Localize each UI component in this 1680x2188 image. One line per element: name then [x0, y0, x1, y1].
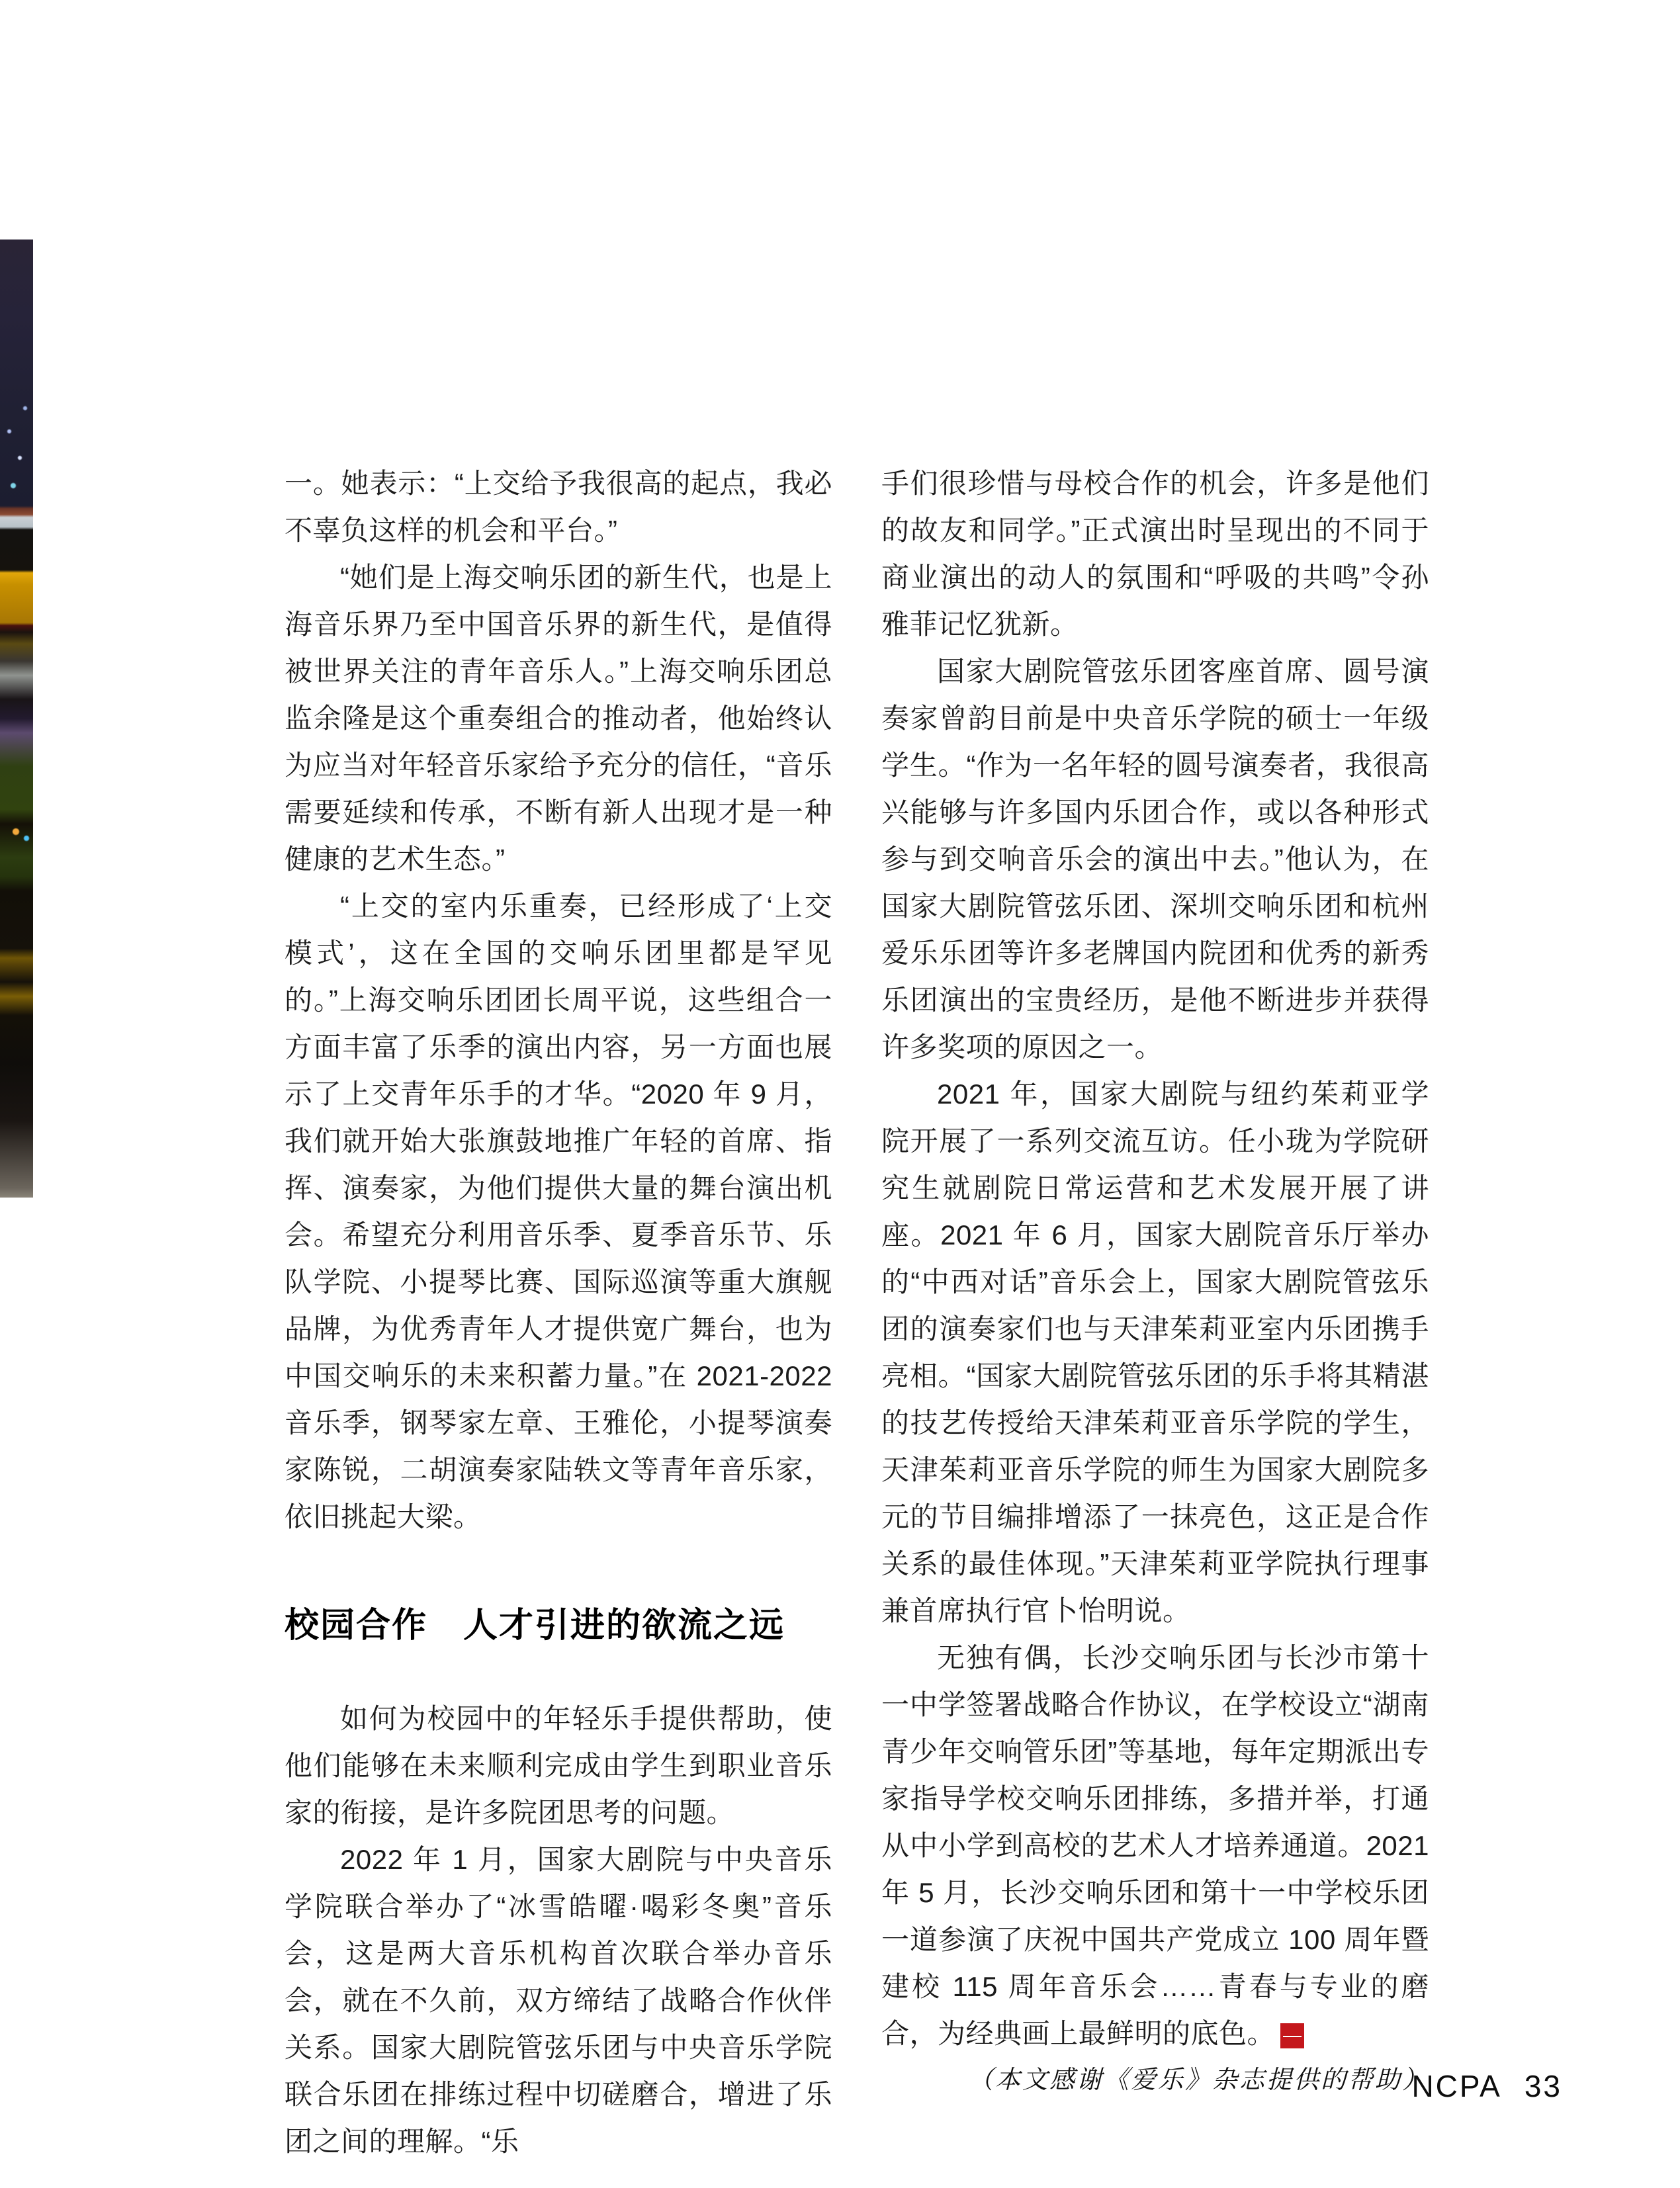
paragraph-text: 无独有偶，长沙交响乐团与长沙市第十一中学签署战略合作协议，在学校设立“湖南青少年交响管乐团”等基地，每年定期派出专家指导学校交响乐团排练，多措并举，打通从中小学到高校的艺术人才培养通道。2021 年 5 月，长沙交响乐团和第十一中学校乐团一道参演了庆祝中国共产党成立 100 周年暨建校 115 周年音乐会……青春与专业的磨合，为经典画上最鲜明的底色。 [881, 1642, 1429, 2049]
city-night-photo-strip [0, 240, 33, 1198]
paragraph-continuation: 手们很珍惜与母校合作的机会，许多是他们的故友和同学。”正式演出时呈现出的不同于商业演出的动人的氛围和“呼吸的共鸣”令孙雅菲记忆犹新。 [881, 468, 1429, 640]
left-column [285, 460, 832, 2165]
credit-line: （本文感谢《爱乐》杂志提供的帮助） [967, 2066, 1429, 2094]
right-column [881, 460, 1429, 2104]
paragraph: 国家大剧院管弦乐团客座首席、圆号演奏家曾韵目前是中央音乐学院的硕士一年级学生。“作为一名年轻的圆号演奏者，我很高兴能够与许多国内乐团合作，或以各种形式参与到交响音乐会的演出中去。”他认为，在国家大剧院管弦乐团、深圳交响乐团和杭州爱乐乐团等许多老牌国内院团和优秀的新秀乐团演出的宝贵经历，是他不断进步并获得许多奖项的原因之一。 [881, 656, 1429, 1063]
seal-text-top: NC [1283, 2025, 1302, 2037]
paragraph: 如何为校园中的年轻乐手提供帮助，使他们能够在未来顺利完成由学生到职业音乐家的衔接，是许多院团思考的问题。 [285, 1703, 832, 1828]
paragraph: 2022 年 1 月，国家大剧院与中央音乐学院联合举办了“冰雪皓曜·喝彩冬奥”音乐会，这是两大音乐机构首次联合举办音乐会，就在不久前，双方缔结了战略合作伙伴关系。国家大剧院管弦乐团与中央音乐学院联合乐团在排练过程中切磋磨合，增进了乐团之间的理解。“乐 [285, 1844, 832, 2157]
page-footer [1411, 2068, 1562, 2104]
paragraph-continuation: 一。她表示：“上交给予我很高的起点，我必不辜负这样的机会和平台。” [285, 468, 832, 546]
paragraph: “上交的室内乐重奏，已经形成了‘上交模式’，这在全国的交响乐团里都是罕见的。”上海交响乐团团长周平说，这些组合一方面丰富了乐季的演出内容，另一方面也展示了上交青年乐手的才华。“2020 年 9 月，我们就开始大张旗鼓地推广年轻的首席、指挥、演奏家，为他们提供大量的舞台演出机会。希望充分利用音乐季、夏季音乐节、乐队学院、小提琴比赛、国际巡演等重大旗舰品牌，为优秀青年人才提供宽广舞台，也为中国交响乐的未来积蓄力量。”在 2021-2022 音乐季，钢琴家左章、王雅伦，小提琴演奏家陈锐，二胡演奏家陆轶文等青年音乐家，依旧挑起大梁。 [285, 891, 832, 1532]
paragraph: “她们是上海交响乐团的新生代，也是上海音乐界乃至中国音乐界的新生代，是值得被世界关注的青年音乐人。”上海交响乐团总监余隆是这个重奏组合的推动者，他始终认为应当对年轻音乐家给予充分的信任，“音乐需要延续和传承，不断有新人出现才是一种健康的艺术生态。” [285, 562, 832, 875]
paragraph [881, 1634, 1429, 2057]
footer-brand: NCPA [1411, 2069, 1502, 2103]
paragraph: 2021 年，国家大剧院与纽约茱莉亚学院开展了一系列交流互访。任小珑为学院研究生就剧院日常运营和艺术发展开展了讲座。2021 年 6 月，国家大剧院音乐厅举办的“中西对话”音乐会上，国家大剧院管弦乐团的演奏家们也与天津茱莉亚室内乐团携手亮相。“国家大剧院管弦乐团的乐手将其精湛的技艺传授给天津茱莉亚音乐学院的学生，天津茱莉亚音乐学院的师生为国家大剧院多元的节目编排增添了一抹亮色，这正是合作关系的最佳体现。”天津茱莉亚学院执行理事兼首席执行官卜怡明说。 [881, 1078, 1429, 1626]
page-number: 33 [1524, 2069, 1562, 2103]
seal-text-bottom: PA [1336, 2037, 1350, 2048]
section-heading: 校园合作 人才引进的欲流之远 [285, 1606, 785, 1645]
ncpa-end-seal-icon [1280, 2023, 1354, 2048]
